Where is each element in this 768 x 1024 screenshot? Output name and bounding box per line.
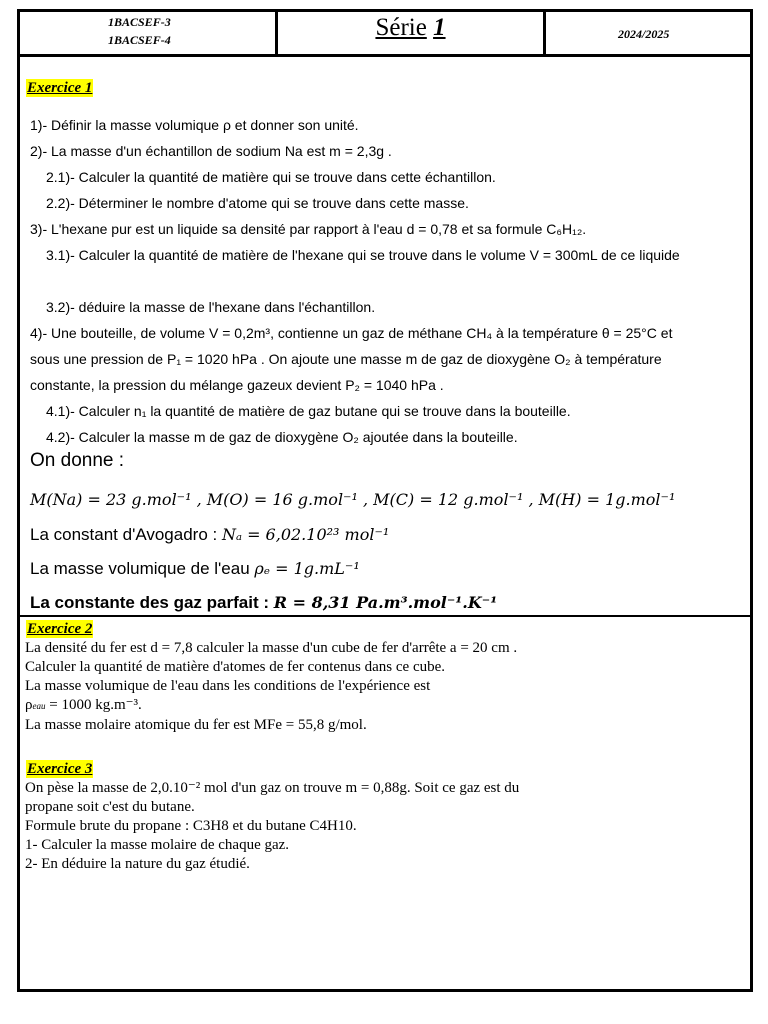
ex1-question-4-line-1: 4)- Une bouteille, de volume V = 0,2m³, contienne un gaz de méthane CH₄ à la température θ = 25°C et	[30, 325, 673, 341]
class-label-1: 1BACSEF-3	[108, 15, 171, 29]
ex3-line-2: propane soit c'est du butane.	[25, 799, 195, 815]
water-density-value: ρₑ = 1g.mL⁻¹	[254, 559, 360, 578]
gas-constant-value: R = 8,31 Pa.m³.mol⁻¹.K⁻¹	[273, 593, 498, 612]
ex2-line-4	[25, 696, 745, 716]
exercise-1-title: Exercice 1	[27, 80, 93, 96]
ex1-question-3-1: 3.1)- Calculer la quantité de matière de l'hexane qui se trouve dans le volume V = 300mL de ce liquide	[46, 247, 680, 263]
header-title-cell	[278, 12, 546, 54]
ex2-line-1: La densité du fer est d = 7,8 calculer la masse d'un cube de fer d'arrête a = 20 cm .	[25, 640, 518, 656]
exercise-1-body	[30, 112, 760, 450]
ex2-line-3: La masse volumique de l'eau dans les conditions de l'expérience est	[25, 678, 431, 694]
exercise-2-title: Exercice 2	[27, 621, 93, 637]
title-number: 1	[433, 14, 446, 41]
avogadro-line	[30, 518, 750, 552]
ex1-question-4-line-3: constante, la pression du mélange gazeux devient P₂ = 1040 hPa .	[30, 377, 444, 393]
ex3-line-1: On pèse la masse de 2,0.10⁻² mol d'un gaz on trouve m = 0,88g. Soit ce gaz est du	[25, 780, 520, 796]
rho-symbol: ρ	[25, 697, 33, 713]
ex1-question-3-2: 3.2)- déduire la masse de l'hexane dans l'échantillon.	[46, 299, 376, 315]
header-table	[17, 9, 753, 57]
molar-masses: M(Na) = 23 g.mol⁻¹ , M(O) = 16 g.mol⁻¹ , M(C) = 12 g.mol⁻¹ , M(H) = 1g.mol⁻¹	[30, 490, 676, 509]
avogadro-value: Nₐ = 6,02.10²³ mol⁻¹	[221, 525, 390, 544]
exercise-3-title: Exercice 3	[27, 761, 93, 777]
water-density-label: La masse volumique de l'eau	[30, 559, 255, 578]
title-word: Série	[375, 14, 427, 41]
section-divider	[17, 615, 753, 617]
ex1-question-2-2: 2.2)- Déterminer le nombre d'atome qui se trouve dans cette masse.	[46, 195, 469, 211]
header-class-cell	[20, 12, 278, 54]
ex1-question-4-2: 4.2)- Calculer la masse m de gaz de dioxygène O₂ ajoutée dans la bouteille.	[46, 429, 518, 445]
rho-subscript: eau	[32, 701, 46, 711]
exercise-3-body	[25, 779, 745, 874]
avogadro-label: La constant d'Avogadro :	[30, 525, 222, 544]
ex2-line-5: La masse molaire atomique du fer est MFe = 55,8 g/mol.	[25, 717, 367, 733]
ex3-line-5: 2- En déduire la nature du gaz étudié.	[25, 856, 250, 872]
ex1-question-4-1: 4.1)- Calculer n₁ la quantité de matière de gaz butane qui se trouve dans la bouteille.	[46, 403, 571, 419]
header-year-cell	[546, 12, 750, 54]
given-data	[30, 450, 750, 620]
class-label-2: 1BACSEF-4	[108, 33, 171, 47]
page-title	[278, 14, 543, 42]
ex1-question-2: 2)- La masse d'un échantillon de sodium Na est m = 2,3g .	[30, 143, 392, 159]
ex2-line-2: Calculer la quantité de matière d'atomes de fer contenus dans ce cube.	[25, 659, 446, 675]
ex3-line-4: 1- Calculer la masse molaire de chaque gaz.	[25, 837, 290, 853]
ex1-question-2-1: 2.1)- Calculer la quantité de matière qui se trouve dans cette échantillon.	[46, 169, 496, 185]
ex3-line-3: Formule brute du propane : C3H8 et du butane C4H10.	[25, 818, 357, 834]
given-data-heading: On donne :	[30, 450, 125, 471]
school-year: 2024/2025	[618, 27, 670, 41]
water-density-line	[30, 552, 750, 586]
ex1-question-3: 3)- L'hexane pur est un liquide sa densité par rapport à l'eau d = 0,78 et sa formule C₆H₁₂.	[30, 221, 587, 237]
ex1-question-1: 1)- Définir la masse volumique ρ et donner son unité.	[30, 117, 359, 133]
water-density-value-ex2: = 1000 kg.m⁻³.	[45, 697, 142, 713]
exercise-2-body	[25, 639, 745, 735]
ex1-question-4-line-2: sous une pression de P₁ = 1020 hPa . On ajoute une masse m de gaz de dioxygène O₂ à température	[30, 351, 662, 367]
gas-constant-label: La constante des gaz parfait :	[30, 593, 274, 612]
